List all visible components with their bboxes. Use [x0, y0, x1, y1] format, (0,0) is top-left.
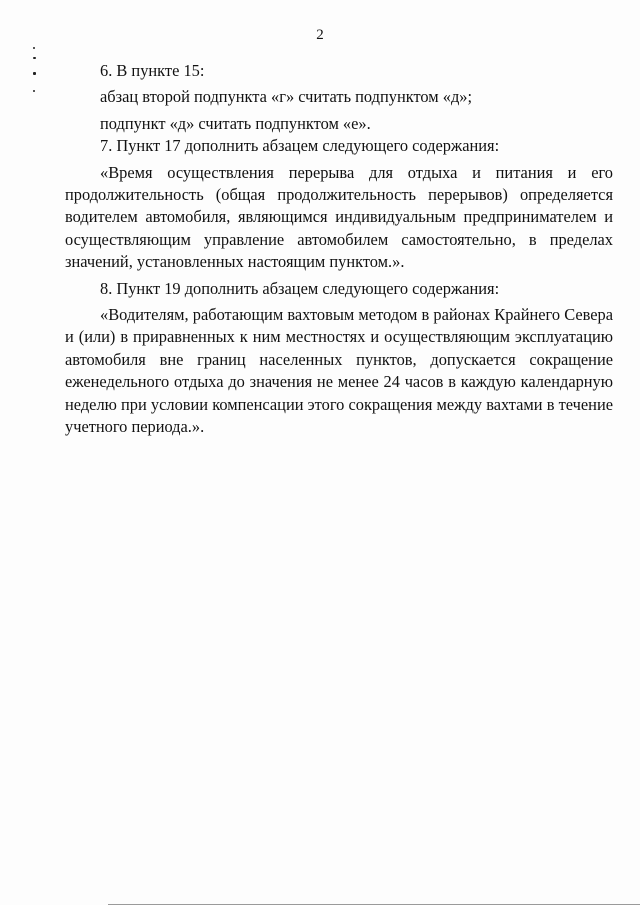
- scan-speck: [33, 57, 36, 59]
- scan-speck: [33, 47, 35, 49]
- paragraph-quote-item-17: «Время осуществления перерыва для отдыха и питания и его продолжительность (общая продолжительность перерывов) определяется водителем автомобиля, являющимся индивидуальным предпринимателем и осуществляющим управление автомобилем самостоятельно, в пределах значений, установленных настоящим пунктом.».: [65, 162, 613, 272]
- paragraph-item-7: 7. Пункт 17 дополнить абзацем следующего содержания:: [100, 136, 500, 156]
- scan-speck: [33, 90, 35, 92]
- paragraph-item-8: 8. Пункт 19 дополнить абзацем следующего содержания:: [100, 278, 500, 298]
- scan-speck: [33, 72, 36, 75]
- page-number: 2: [316, 27, 324, 43]
- paragraph-item-6: 6. В пункте 15:: [100, 61, 205, 80]
- paragraph-quote-item-19: «Водителям, работающим вахтовым методом в районах Крайнего Севера и (или) в приравненных к ним местностях и осуществляющим эксплуатацию автомобиля вне границ населенных пунктов, допускается сокращение еженедельного отдыха до значения не менее 24 часов в каждую календарную неделю при условии компенсации этого сокращения между вахтами в течение учетного периода.».: [65, 305, 613, 437]
- paragraph-subitem-podpunkt: подпункт «д» считать подпунктом «е».: [100, 113, 371, 133]
- document-body: [65, 60, 613, 439]
- paragraph-subitem-abzac: абзац второй подпункта «г» считать подпунктом «д»;: [100, 87, 473, 107]
